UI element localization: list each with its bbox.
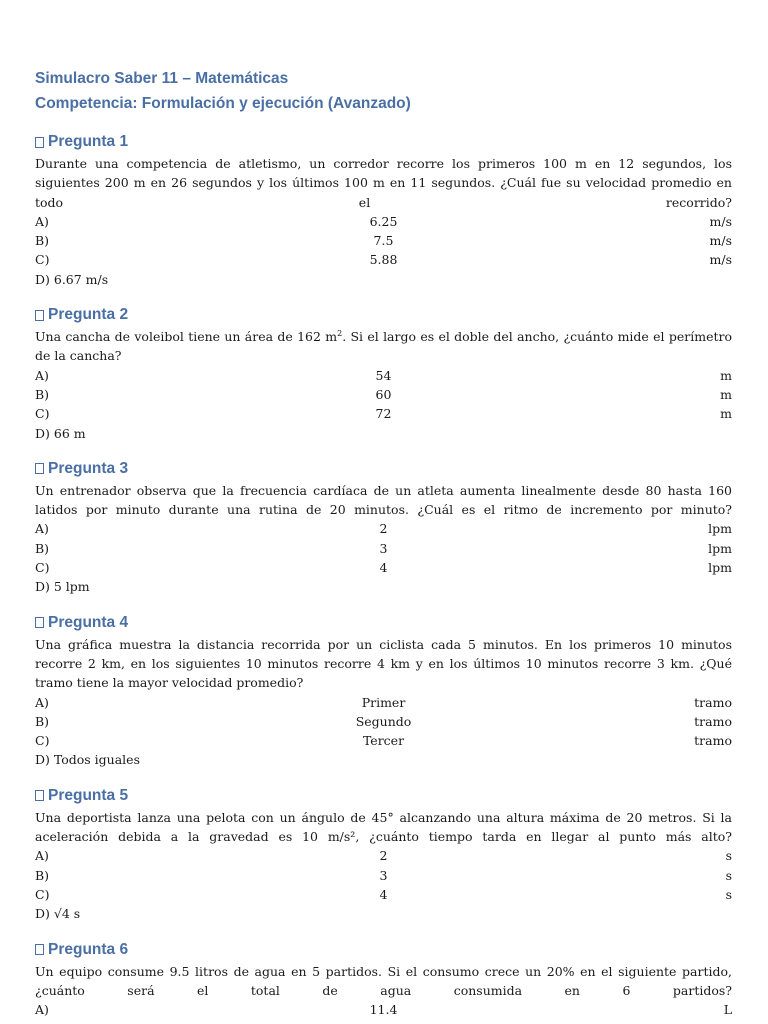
question-text: Un equipo consume 9.5 litros de agua en 5 partidos. Si el consumo crece un 20% en el siguiente partido, ¿cuánto será el total de agua consumida en 6 partidos? [35, 963, 732, 998]
option-letter: B) [35, 867, 50, 883]
option-value: Primer [361, 694, 406, 710]
option-row [35, 519, 732, 538]
document-subtitle: Competencia: Formulación y ejecución (Avanzado) [35, 95, 411, 112]
question-text: Un entrenador observa que la frecuencia cardíaca de un atleta aumenta linealmente desde 80 hasta 160 latidos por minuto durante una rutina de 20 minutos. ¿Cuál es el ritmo de incremento por minuto? [35, 482, 732, 518]
option-row [35, 250, 732, 269]
option-row [35, 231, 732, 250]
question-heading-label: Pregunta 6 [48, 940, 129, 958]
option-d: D) 66 m [35, 425, 86, 441]
option-unit: s [725, 886, 732, 902]
option-letter: C) [35, 733, 50, 749]
option-letter: A) [35, 521, 49, 537]
option-value: 6.25 [369, 213, 398, 229]
question-2 [35, 303, 732, 443]
option-row [35, 885, 732, 904]
option-letter: B) [35, 540, 50, 556]
option-d: D) √4 s [35, 906, 81, 922]
question-heading [35, 938, 732, 962]
option-unit: m [720, 367, 732, 383]
option-value: 3 [379, 867, 388, 883]
option-letter: C) [35, 252, 50, 268]
option-value: 4 [379, 560, 388, 576]
question-text: Una gráfica muestra la distancia recorrida por un ciclista cada 5 minutos. En los primeros 10 minutos recorre 2 km, en los siguientes 10 minutos recorre 4 km y en los últimos 10 minutos recorre 3 km. ¿Qué tramo tiene la mayor velocidad promedio? [35, 636, 732, 691]
question-3 [35, 457, 732, 597]
missing-glyph-icon [35, 944, 44, 955]
option-value: 2 [379, 521, 388, 537]
option-value: 60 [375, 386, 392, 402]
option-unit: m [720, 386, 732, 402]
question-5 [35, 784, 732, 924]
option-unit: m/s [709, 213, 732, 229]
option-row [35, 1000, 732, 1019]
option-row [35, 404, 732, 423]
question-1 [35, 130, 732, 289]
option-row [35, 539, 732, 558]
option-value: Segundo [355, 713, 412, 729]
option-unit: s [725, 867, 732, 883]
option-unit: lpm [708, 560, 732, 576]
superscript: 2 [337, 328, 343, 338]
question-heading-label: Pregunta 3 [48, 459, 129, 477]
option-unit: tramo [694, 694, 732, 710]
option-letter: B) [35, 233, 50, 249]
option-row [35, 846, 732, 865]
option-value: 11.4 [369, 1002, 398, 1018]
option-letter: A) [35, 694, 49, 710]
question-heading [35, 303, 732, 327]
question-4 [35, 611, 732, 770]
question-text-part: Una cancha de voleibol tiene un área de 162 m [35, 329, 338, 345]
option-unit: m [720, 406, 732, 422]
option-d: D) Todos iguales [35, 752, 140, 768]
question-heading [35, 784, 732, 808]
option-row [35, 712, 732, 731]
question-text: Una deportista lanza una pelota con un ángulo de 45° alcanzando una altura máxima de 20 metros. Si la aceleración debida a la gravedad es 10 m/s², ¿cuánto tiempo tarda en llegar al punto más alto? [35, 809, 732, 845]
option-letter: C) [35, 886, 50, 902]
question-heading [35, 130, 732, 154]
option-row [35, 693, 732, 712]
option-d: D) 5 lpm [35, 579, 90, 595]
option-row [35, 731, 732, 750]
option-unit: s [725, 848, 732, 864]
option-value: 5.88 [369, 252, 398, 268]
missing-glyph-icon [35, 310, 44, 321]
option-letter: A) [35, 848, 49, 864]
option-letter: B) [35, 713, 50, 729]
option-letter: C) [35, 560, 50, 576]
document-page [35, 66, 732, 1019]
option-unit: m/s [709, 233, 732, 249]
missing-glyph-icon [35, 137, 44, 148]
option-unit: L [723, 1002, 732, 1018]
option-letter: C) [35, 406, 50, 422]
question-6 [35, 938, 732, 1020]
option-row [35, 385, 732, 404]
option-letter: A) [35, 367, 49, 383]
question-text [35, 327, 732, 366]
missing-glyph-icon [35, 790, 44, 801]
option-d: D) 6.67 m/s [35, 271, 109, 287]
option-letter: A) [35, 1002, 49, 1018]
question-heading-label: Pregunta 4 [48, 613, 129, 631]
option-value: 2 [379, 848, 388, 864]
option-value: 72 [375, 406, 392, 422]
question-heading-label: Pregunta 2 [48, 306, 129, 324]
question-heading-label: Pregunta 5 [48, 786, 129, 804]
document-title: Simulacro Saber 11 – Matemáticas [35, 70, 289, 87]
option-unit: tramo [694, 733, 732, 749]
option-unit: m/s [709, 252, 732, 268]
question-text-part: . Si el largo es el doble del ancho, ¿cuánto mide el perímetro de la cancha? [35, 329, 732, 364]
missing-glyph-icon [35, 463, 44, 474]
option-letter: A) [35, 213, 49, 229]
option-row [35, 366, 732, 385]
question-heading [35, 457, 732, 481]
option-unit: lpm [708, 521, 732, 537]
option-value: 7.5 [373, 233, 394, 249]
option-letter: B) [35, 386, 50, 402]
option-value: 54 [375, 367, 392, 383]
option-value: 4 [379, 886, 388, 902]
option-value: 3 [379, 540, 388, 556]
question-text: Durante una competencia de atletismo, un corredor recorre los primeros 100 m en 12 segundos, los siguientes 200 m en 26 segundos y los últimos 100 m en 11 segundos. ¿Cuál fue su velocidad promedio en todo el recorrido? [35, 156, 732, 210]
option-row [35, 558, 732, 577]
question-heading [35, 611, 732, 635]
option-row [35, 866, 732, 885]
option-unit: tramo [694, 713, 732, 729]
missing-glyph-icon [35, 617, 44, 628]
question-heading-label: Pregunta 1 [48, 133, 129, 150]
option-value: Tercer [362, 733, 405, 749]
option-row [35, 212, 732, 231]
option-unit: lpm [708, 540, 732, 556]
